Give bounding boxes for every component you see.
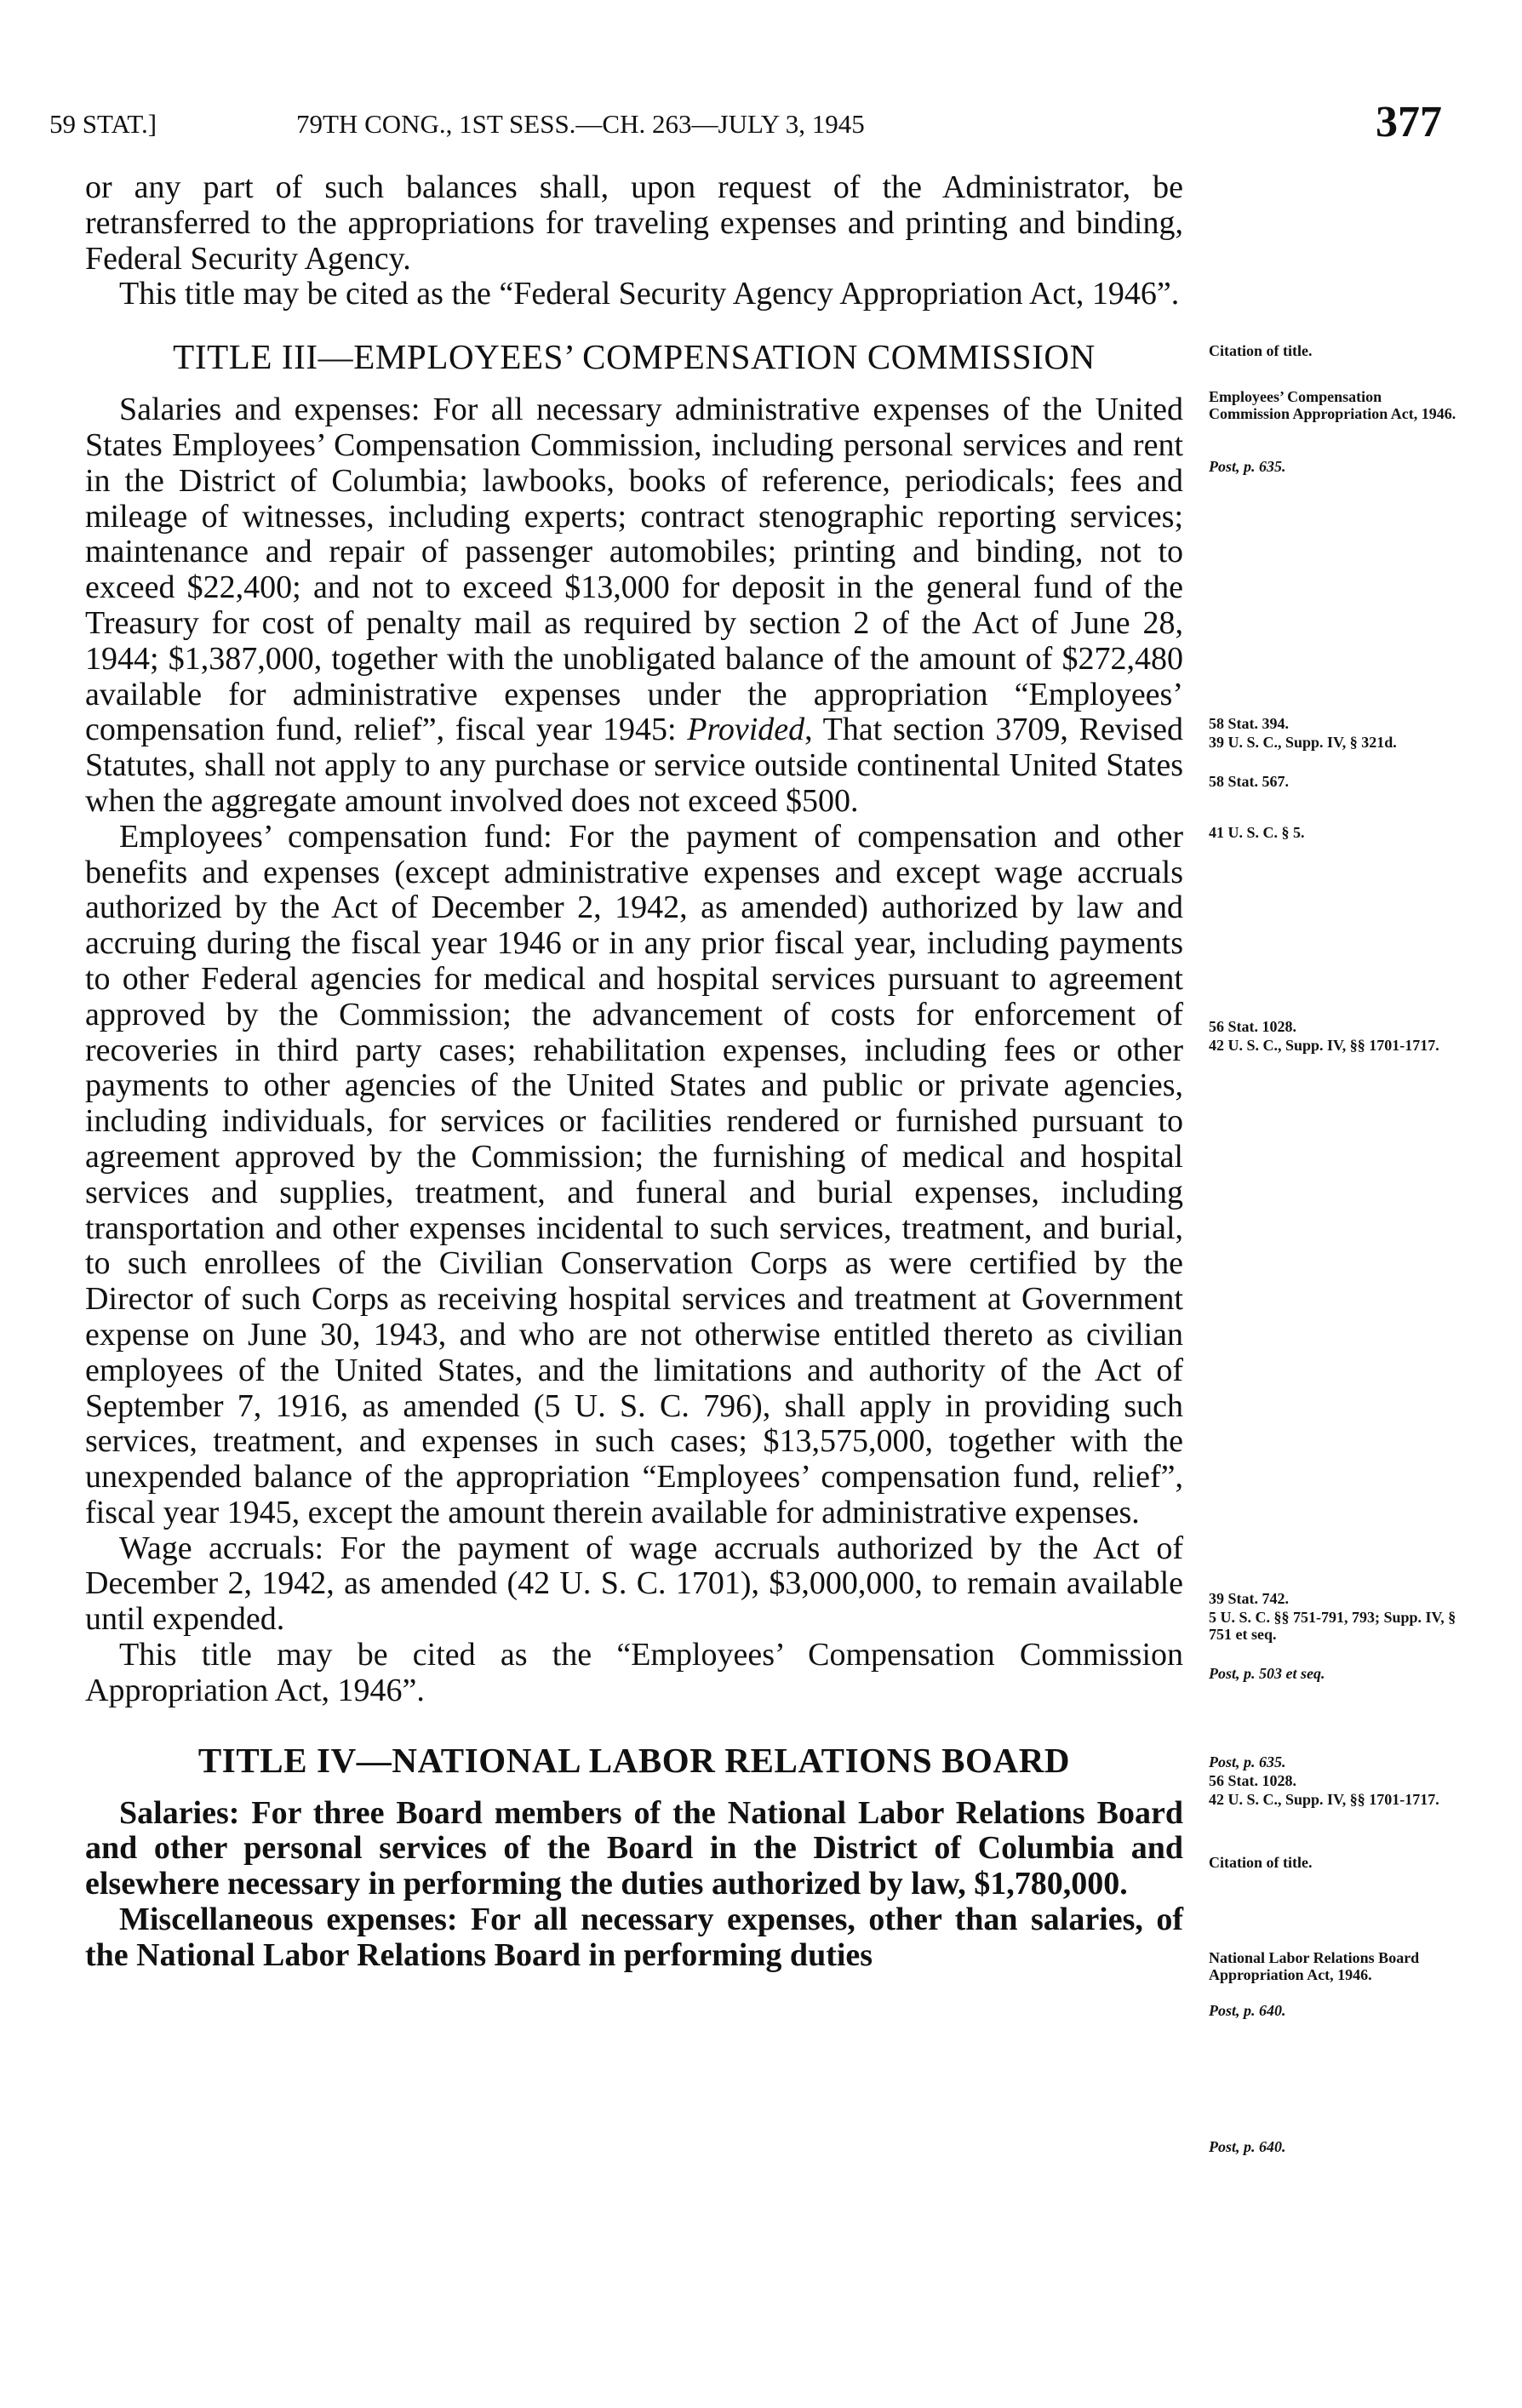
salaries-text-b: , That section 3709, Revised Statutes, shall not apply to any purchase or service outside continental United States when the aggregate amount involved does not exceed $500.	[85, 712, 1183, 819]
margin-note-usc: 42 U. S. C., Supp. IV, §§ 1701-1717.	[1209, 1791, 1439, 1808]
margin-note-stat: 39 Stat. 742.	[1209, 1590, 1289, 1607]
margin-note-post: Post, p. 640.	[1209, 2138, 1286, 2155]
paragraph-nlrb-salaries: Salaries: For three Board members of the National Labor Relations Board and other personal services of the Board in the District of Columbia and elsewhere necessary in performing the duties authorized by law, $1,780,000.	[85, 1794, 1183, 1902]
margin-note-usc: 41 U. S. C. § 5.	[1209, 824, 1305, 841]
session-chapter-date: 79TH CONG., 1ST SESS.—CH. 263—JULY 3, 1945	[296, 109, 865, 139]
title-iii-heading: TITLE III—EMPLOYEES’ COMPENSATION COMMISSION	[173, 337, 1096, 377]
paragraph-citation-fsa: This title may be cited as the “Federal Security Agency Appropriation Act, 1946”.	[119, 276, 1180, 312]
paragraph-wage-accruals: Wage accruals: For the payment of wage accruals authorized by the Act of December 2, 1942, as amended (42 U. S. C. 1701), $3,000,000, to remain available until expended.	[85, 1530, 1183, 1638]
paragraph-nlrb-misc: Miscellaneous expenses: For all necessary expenses, other than salaries, of the National Labor Relations Board in performing duties	[85, 1902, 1183, 1973]
provided-term: Provided	[687, 712, 805, 748]
margin-note-post: Post, p. 635.	[1209, 1753, 1286, 1770]
margin-note-citation: Citation of title.	[1209, 1854, 1313, 1871]
margin-note-citation: Citation of title.	[1209, 342, 1313, 359]
margin-note-usc: 42 U. S. C., Supp. IV, §§ 1701-1717.	[1209, 1037, 1439, 1054]
margin-note-ecc-act: Employees’ Compensation Commission Appropriation Act, 1946.	[1209, 388, 1456, 422]
paragraph-salaries-expenses	[85, 392, 1183, 820]
margin-note-stat: 58 Stat. 394.	[1209, 715, 1289, 732]
title-iv-heading: TITLE IV—NATIONAL LABOR RELATIONS BOARD	[197, 1740, 1071, 1780]
paragraph-compensation-fund: Employees’ compensation fund: For the payment of compensation and other benefits and expenses (except administrative expenses and except wage accruals authorized by the Act of December 2, 1942, as amended) authorized by law and accruing during the fiscal year 1946 or in any prior fiscal year, including payments to other Federal agencies for medical and hospital services pursuant to agreement approved by the Commission; the advancement of costs for enforcement of recoveries in third party cases; rehabilitation expenses, including fees or other payments to other agencies of the United States and public or private agencies, including individuals, for services or facilities rendered or furnished pursuant to agreement approved by the Commission; the furnishing of medical and hospital services and supplies, treatment, and funeral and burial expenses, including transportation and other expenses incidental to such services, treatment, and burial, to such enrollees of the Civilian Conservation Corps as were certified by the Director of such Corps as receiving hospital services and treatment at Government expense on June 30, 1943, and who are not otherwise entitled thereto as civilian employees of the United States, and the limitations and authority of the Act of September 7, 1916, as amended (5 U. S. C. 796), shall apply in providing such services, treatment, and expenses in such cases; $13,575,000, together with the unexpended balance of the appropriation “Employees’ compensation fund, relief”, fiscal year 1945, except the amount therein available for administrative expenses.	[85, 818, 1183, 1530]
page-number: 377	[1376, 98, 1442, 146]
margin-note-usc: 39 U. S. C., Supp. IV, § 321d.	[1209, 734, 1397, 751]
main-text	[85, 170, 1183, 1974]
margin-note-usc: 5 U. S. C. §§ 751-791, 793; Supp. IV, § 751 et seq.	[1209, 1609, 1456, 1643]
margin-note-post: Post, p. 503 et seq.	[1209, 1665, 1325, 1682]
statute-volume: 59 STAT.]	[49, 109, 157, 139]
paragraph-citation-ecc: This title may be cited as the “Employees’ Compensation Commission Appropriation Act, 1946”.	[85, 1637, 1183, 1708]
nlrb-section	[85, 1796, 1183, 1974]
margin-note-post: Post, p. 640.	[1209, 2002, 1286, 2019]
margin-note-stat: 58 Stat. 567.	[1209, 773, 1289, 790]
page-header	[49, 98, 1442, 155]
salaries-text-a: Salaries and expenses: For all necessary administrative expenses of the United States Employees’ Compensation Commission, including personal services and rent in the District of Columbia; lawbooks, books of reference, periodicals; fees and mileage of witnesses, including experts; contract stenographic reporting services; maintenance and repair of passenger automobiles; printing and binding, not to exceed $22,400; and not to exceed $13,000 for deposit in the general fund of the Treasury for cost of penalty mail as required by section 2 of the Act of June 28, 1944; $1,387,000, together with the unobligated balance of the amount of $272,480 available for administrative expenses under the appropriation “Employees’ compensation fund, relief”, fiscal year 1945:	[85, 392, 1183, 748]
margin-note-nlrb-act: National Labor Relations Board Appropriation Act, 1946.	[1209, 1949, 1420, 1983]
margin-note-post: Post, p. 635.	[1209, 458, 1286, 475]
margin-note-stat: 56 Stat. 1028.	[1209, 1018, 1296, 1035]
paragraph-balances: or any part of such balances shall, upon request of the Administrator, be retransferred to the appropriations for traveling expenses and printing and binding, Federal Security Agency.	[85, 169, 1183, 277]
margin-note-stat: 56 Stat. 1028.	[1209, 1772, 1296, 1789]
